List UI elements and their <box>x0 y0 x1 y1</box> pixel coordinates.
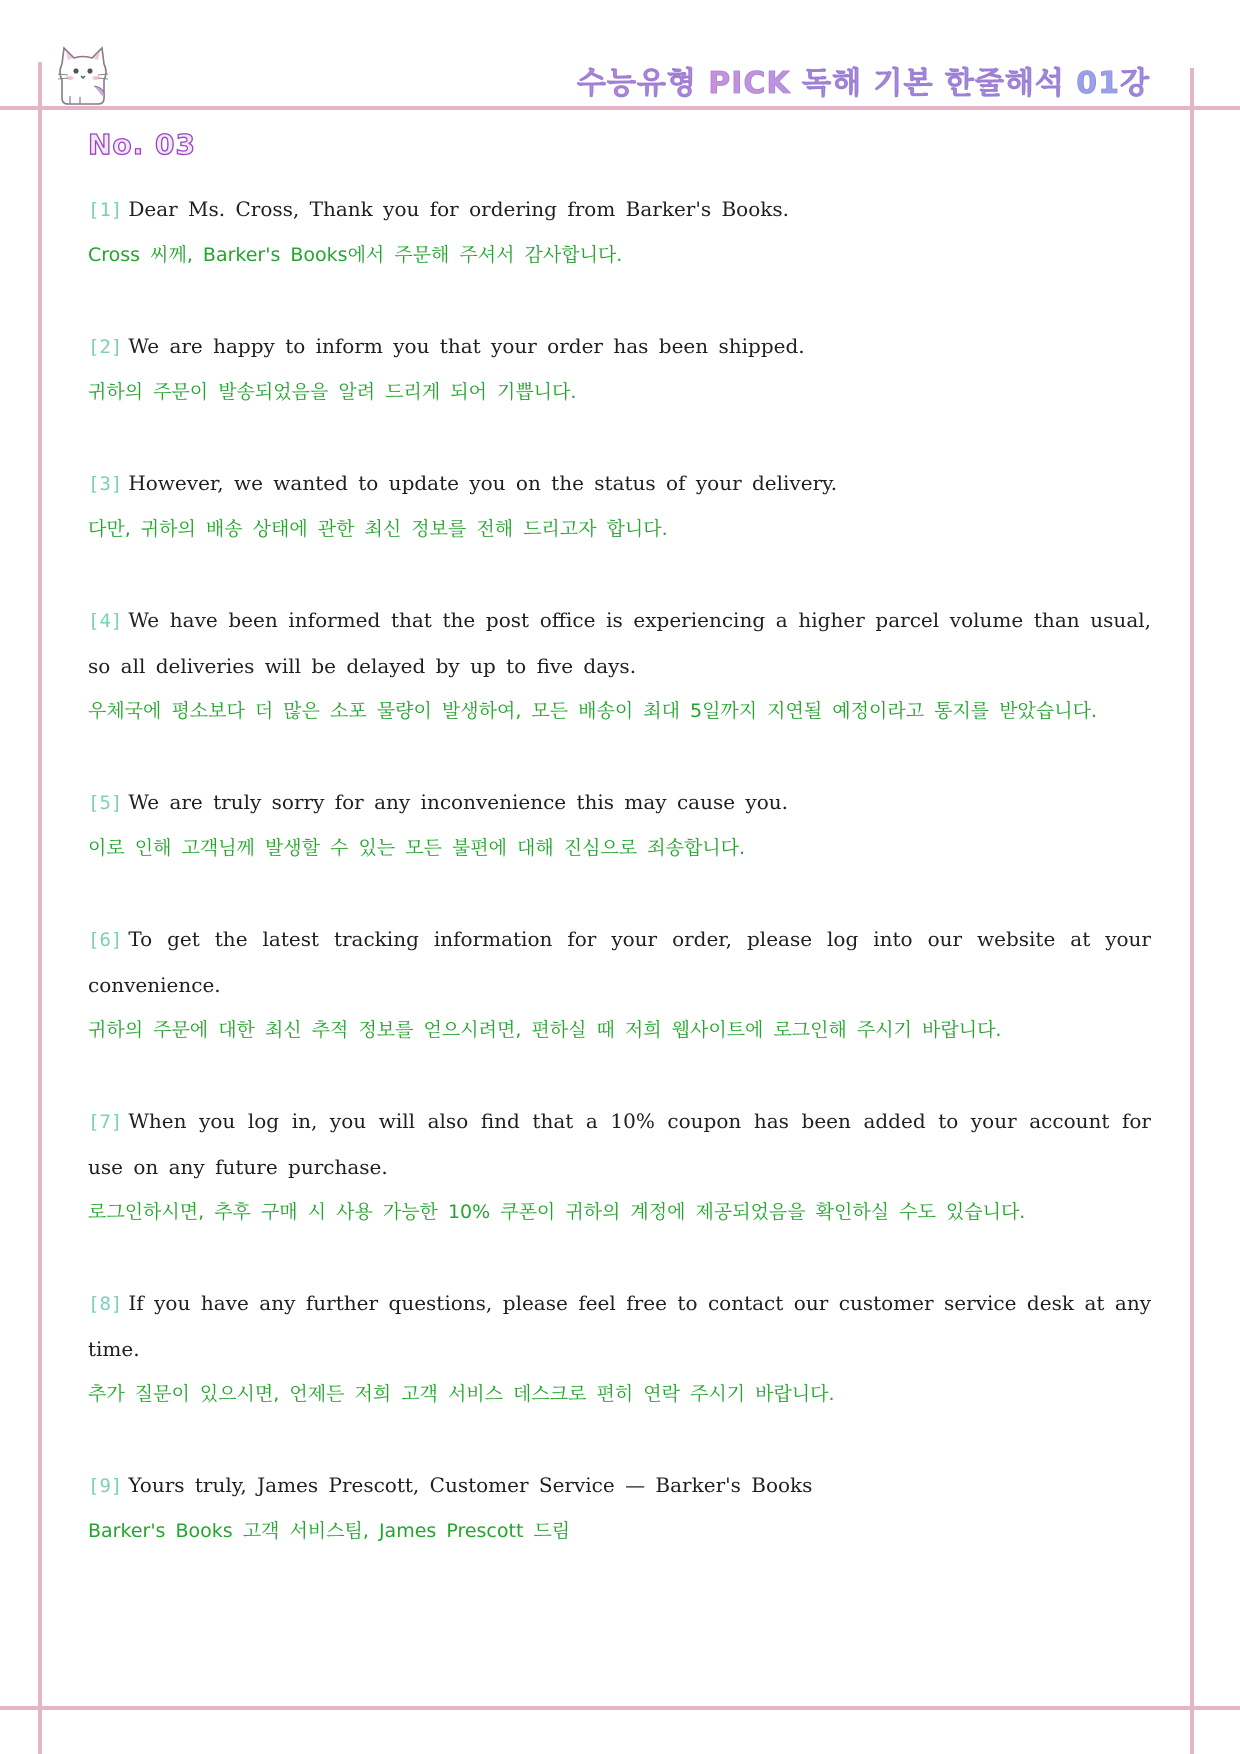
sentence-block-7 <box>88 1099 1151 1235</box>
english-text: Dear Ms. Cross, Thank you for ordering from Barker's Books. <box>128 197 789 221</box>
english-sentence <box>88 780 1151 826</box>
sentence-block-2 <box>88 324 1151 415</box>
english-sentence <box>88 1463 1151 1509</box>
sentence-number: [2] <box>88 336 123 358</box>
korean-translation: 귀하의 주문이 발송되었음을 알려 드리게 되어 기쁩니다. <box>88 381 577 403</box>
cat-icon <box>54 42 112 106</box>
korean-translation: Barker's Books 고객 서비스팀, James Prescott 드림 <box>88 1520 571 1542</box>
sentence-block-3 <box>88 461 1151 552</box>
document-number: No. 03 <box>88 128 197 161</box>
korean-translation: Cross 씨께, Barker's Books에서 주문해 주셔서 감사합니다. <box>88 244 623 266</box>
english-text: To get the latest tracking information for your order, please log into our website at your convenience. <box>88 927 1151 997</box>
english-sentence <box>88 598 1151 689</box>
sentence-block-8 <box>88 1281 1151 1417</box>
sentence-block-4 <box>88 598 1151 734</box>
english-sentence <box>88 187 1151 233</box>
korean-translation: 이로 인해 고객님께 발생할 수 있는 모든 불편에 대해 진심으로 죄송합니다. <box>88 837 746 859</box>
sentence-number: [3] <box>88 473 123 495</box>
english-sentence <box>88 917 1151 1008</box>
sentence-number: [7] <box>88 1111 123 1133</box>
english-text: We are truly sorry for any inconvenience this may cause you. <box>128 790 789 814</box>
sentence-number: [6] <box>88 929 123 951</box>
korean-translation: 귀하의 주문에 대한 최신 추적 정보를 얻으시려면, 편하실 때 저희 웹사이트에 로그인해 주시기 바랍니다. <box>88 1019 1002 1041</box>
english-text: If you have any further questions, please feel free to contact our customer service desk at any time. <box>88 1291 1151 1361</box>
frame-right-line <box>1190 68 1194 1754</box>
sentence-block-6 <box>88 917 1151 1053</box>
english-text: We are happy to inform you that your order has been shipped. <box>128 334 805 358</box>
sentence-list <box>88 187 1151 1600</box>
english-sentence <box>88 1099 1151 1190</box>
frame-left-line <box>38 62 42 1754</box>
sentence-number: [1] <box>88 199 123 221</box>
english-sentence <box>88 1281 1151 1372</box>
korean-translation: 다만, 귀하의 배송 상태에 관한 최신 정보를 전해 드리고자 합니다. <box>88 518 668 540</box>
sentence-number: [9] <box>88 1475 123 1497</box>
frame-bottom-line <box>0 1706 1240 1710</box>
english-text: However, we wanted to update you on the status of your delivery. <box>128 471 838 495</box>
english-sentence <box>88 324 1151 370</box>
english-text: Yours truly, James Prescott, Customer Service — Barker's Books <box>128 1473 813 1497</box>
english-text: When you log in, you will also find that a 10% coupon has been added to your account for use on any future purchase. <box>88 1109 1151 1179</box>
english-sentence <box>88 461 1151 507</box>
sentence-number: [5] <box>88 792 123 814</box>
frame-top-line <box>0 106 1240 110</box>
sentence-block-1 <box>88 187 1151 278</box>
english-text: We have been informed that the post office is experiencing a higher parcel volume than usual, so all deliveries will be delayed by up to five days. <box>88 608 1151 678</box>
sentence-block-9 <box>88 1463 1151 1554</box>
korean-translation: 로그인하시면, 추후 구매 시 사용 가능한 10% 쿠폰이 귀하의 계정에 제공되었음을 확인하실 수도 있습니다. <box>88 1201 1026 1223</box>
sentence-number: [4] <box>88 610 123 632</box>
header-title: 수능유형 PICK 독해 기본 한줄해석 01강 <box>577 58 1150 102</box>
sentence-block-5 <box>88 780 1151 871</box>
sentence-number: [8] <box>88 1293 123 1315</box>
korean-translation: 우체국에 평소보다 더 많은 소포 물량이 발생하여, 모든 배송이 최대 5일까지 지연될 예정이라고 통지를 받았습니다. <box>88 700 1098 722</box>
korean-translation: 추가 질문이 있으시면, 언제든 저희 고객 서비스 데스크로 편히 연락 주시기 바랍니다. <box>88 1383 835 1405</box>
